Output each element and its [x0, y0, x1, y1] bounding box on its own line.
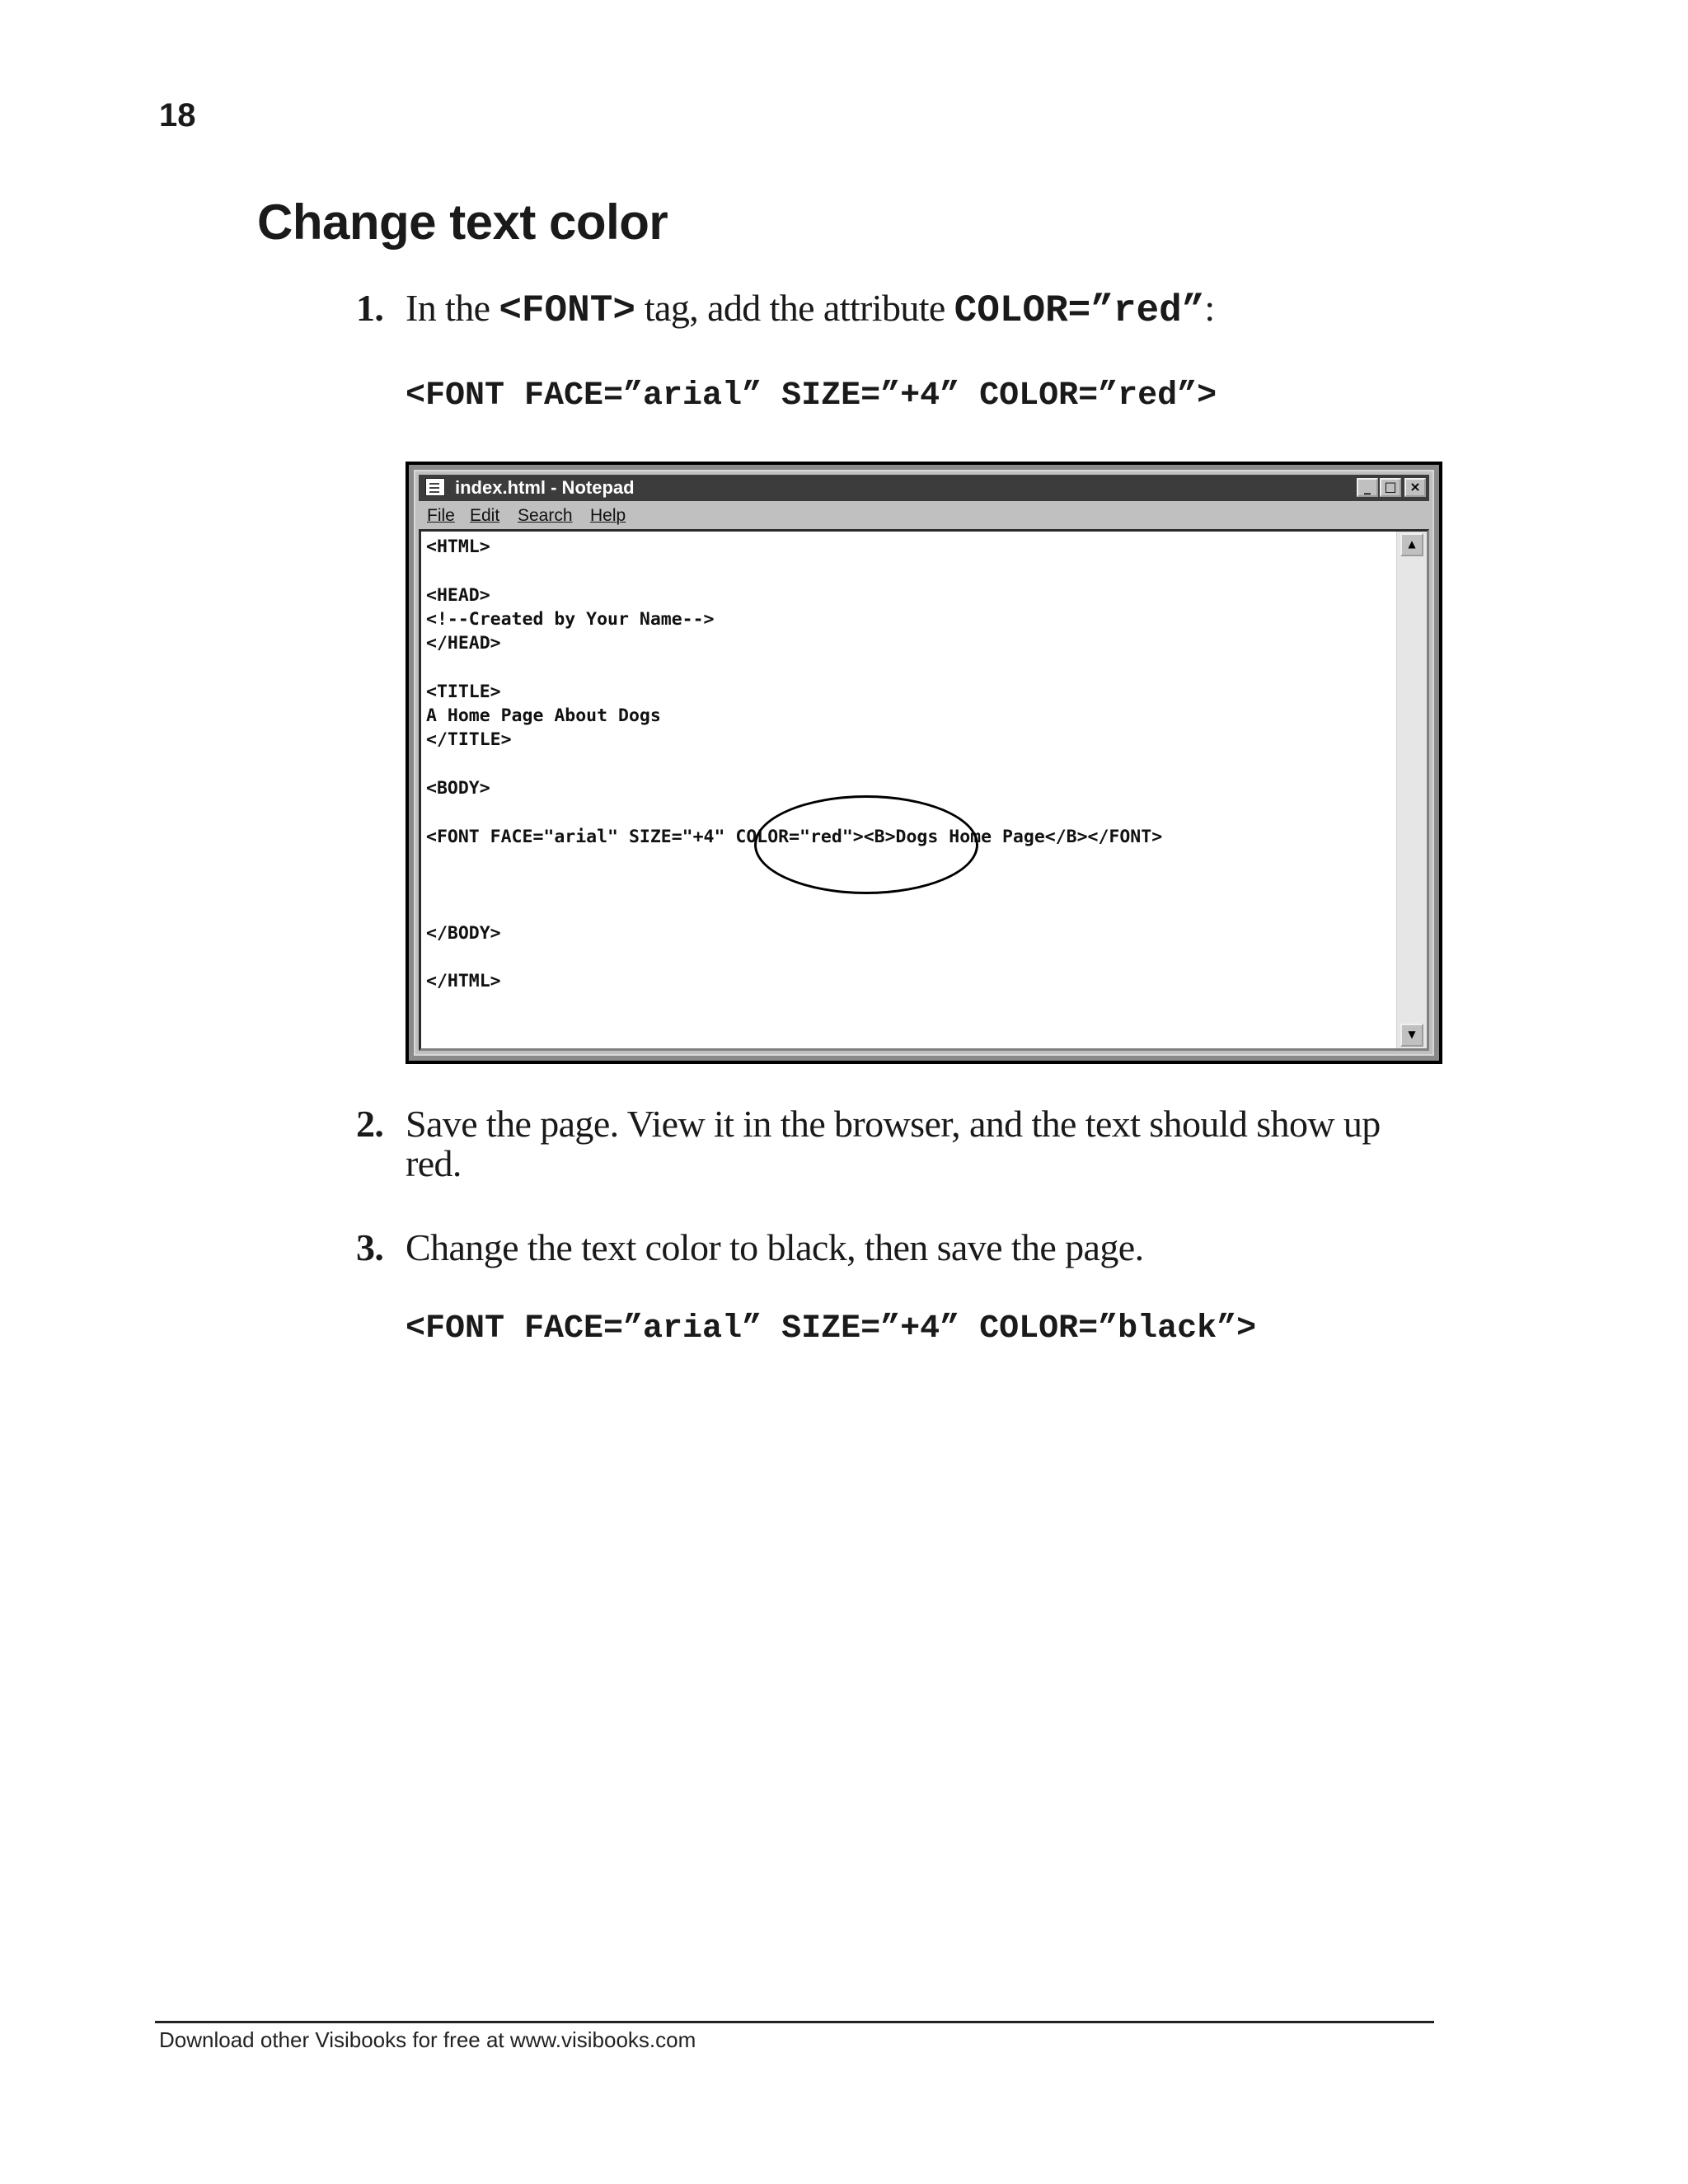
html-code [426, 535, 1162, 994]
code-line: <HTML> [426, 537, 490, 557]
close-button[interactable]: × [1404, 478, 1426, 497]
code-line: <TITLE> [426, 681, 501, 702]
code-line: <FONT FACE="arial" SIZE="+4" COLOR="red"><B>Dogs Home Page</B></FONT> [426, 826, 1163, 847]
menu-edit[interactable]: Edit [470, 506, 500, 525]
step-number: 1. [356, 287, 384, 329]
highlight-circle [754, 795, 978, 894]
footer-text: Download other Visibooks for free at www.visibooks.com [159, 2027, 696, 2052]
scroll-up-icon[interactable]: ▲ [1400, 533, 1423, 556]
code-example-black: <FONT FACE=”arial” SIZE=”+4” COLOR=”black”> [406, 1310, 1257, 1347]
step-number: 2. [356, 1103, 384, 1145]
step-text [406, 288, 1444, 330]
menu-search[interactable]: Search [518, 506, 573, 525]
code-line: <BODY> [426, 777, 490, 799]
minimize-button[interactable]: _ [1357, 478, 1378, 497]
text-editor-area[interactable] [419, 529, 1429, 1051]
code-line [426, 559, 1162, 583]
notepad-window [414, 470, 1434, 1056]
code-line [426, 897, 1162, 921]
maximize-button[interactable]: □ [1380, 478, 1401, 497]
notepad-icon [425, 478, 445, 496]
step-text: Save the page. View it in the browser, and the text should show up red. [406, 1103, 1381, 1184]
code-example-red: <FONT FACE=”arial” SIZE=”+4” COLOR=”red”> [406, 377, 1217, 415]
footer-rule [155, 2021, 1434, 2023]
menu-bar [419, 504, 1429, 527]
code-line: </HEAD> [426, 633, 501, 654]
code-line: </BODY> [426, 922, 501, 944]
code-line: </TITLE> [426, 729, 512, 751]
code-line [426, 655, 1162, 679]
inline-code-color-attr: COLOR=”red” [954, 289, 1205, 332]
scroll-down-icon[interactable]: ▼ [1400, 1024, 1423, 1047]
code-line [426, 752, 1162, 776]
menu-help[interactable]: Help [590, 506, 626, 525]
step-text-part: In the [406, 287, 499, 329]
step-text-part: : [1204, 287, 1215, 329]
section-heading: Change text color [257, 194, 668, 250]
menu-file[interactable]: File [427, 506, 455, 525]
window-title: index.html - Notepad [455, 477, 635, 498]
code-line: </HTML> [426, 971, 501, 992]
code-line: <HEAD> [426, 584, 490, 606]
step-text: Change the text color to black, then save the page. [406, 1226, 1144, 1268]
code-line: <!--Created by Your Name--> [426, 608, 715, 630]
notepad-screenshot [406, 462, 1442, 1064]
inline-code-font-tag: <FONT> [499, 289, 635, 332]
code-line: A Home Page About Dogs [426, 705, 661, 727]
step-text-part: tag, add the attribute [635, 287, 954, 329]
page-number: 18 [159, 97, 196, 134]
vertical-scrollbar[interactable] [1396, 532, 1427, 1048]
title-bar[interactable] [419, 475, 1429, 501]
step-number: 3. [356, 1226, 384, 1268]
code-line [426, 945, 1162, 969]
